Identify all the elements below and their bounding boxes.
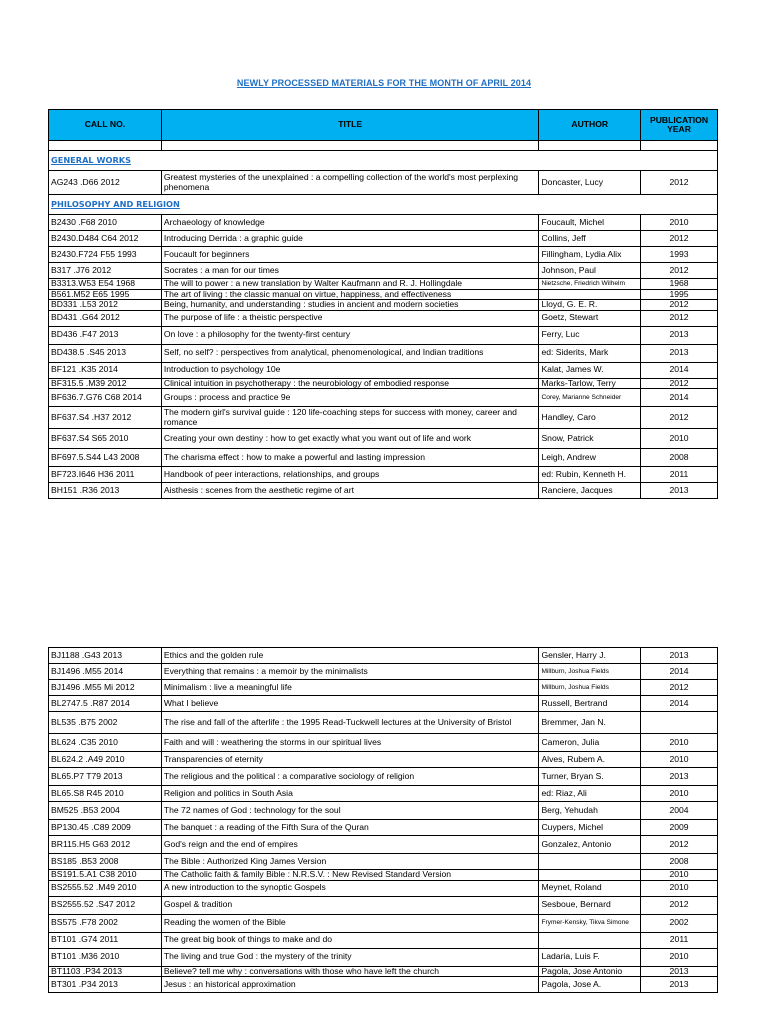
title-cell: A new introduction to the synoptic Gospels [161,880,539,896]
year-cell: 2012 [641,231,718,247]
year-cell: 2010 [641,429,718,449]
author-cell: Cameron, Julia [539,734,641,752]
call-number-cell: BS2555.52 .S47 2012 [49,896,162,914]
table-row [49,896,718,914]
year-cell: 2010 [641,880,718,896]
author-cell: Russell, Bertrand [539,696,641,712]
call-number-cell: BT101 .M36 2010 [49,948,162,966]
table-row [49,914,718,932]
author-cell: Handley, Caro [539,407,641,429]
year-cell: 2010 [641,870,718,881]
table-row [49,344,718,362]
header-publication-year: PUBLICATION YEAR [641,110,718,141]
empty-cell [49,141,162,151]
year-cell: 2012 [641,680,718,696]
year-cell: 2012 [641,171,718,195]
table-row [49,407,718,429]
year-cell: 2008 [641,854,718,870]
title-cell: Everything that remains : a memoir by the minimalists [161,664,539,680]
title-cell: What I believe [161,696,539,712]
year-cell: 2014 [641,664,718,680]
call-number-cell: BM525 .B53 2004 [49,802,162,820]
call-number-cell: BF636.7.G76 C68 2014 [49,389,162,407]
header-call-no: CALL NO. [49,110,162,141]
table-row [49,802,718,820]
year-cell: 2012 [641,407,718,429]
table-row [49,449,718,467]
title-cell: Archaeology of knowledge [161,215,539,231]
title-cell: The rise and fall of the afterlife : the 1995 Read-Tuckwell lectures at the University of Bristol [161,712,539,734]
year-cell: 2013 [641,648,718,664]
author-cell: Johnson, Paul [539,263,641,279]
title-cell: Aisthesis : scenes from the aesthetic regime of art [161,483,539,499]
call-number-cell: BL65.P7 T79 2013 [49,768,162,786]
author-cell: Gonzalez, Antonio [539,836,641,854]
year-cell: 2014 [641,696,718,712]
title-cell: The Catholic faith & family Bible : N.R.S.V. : New Revised Standard Version [161,870,539,881]
table-row [49,870,718,881]
table-row [49,362,718,378]
title-cell: Handbook of peer interactions, relationships, and groups [161,467,539,483]
call-number-cell: BL624.2 .A49 2010 [49,752,162,768]
title-cell: Minimalism : live a meaningful life [161,680,539,696]
table-row [49,389,718,407]
table-row [49,310,718,326]
header-row [49,110,718,141]
table-row [49,680,718,696]
year-cell [641,712,718,734]
call-number-cell: B2430.F724 F55 1993 [49,247,162,263]
call-number-cell: BD331 .L53 2012 [49,300,162,311]
author-cell: Ladaria, Luis F. [539,948,641,966]
author-cell: Pagola, Jose A. [539,977,641,993]
call-number-cell: BJ1496 .M55 2014 [49,664,162,680]
call-number-cell: BS191.5.A1 C38 2010 [49,870,162,881]
title-cell: The living and true God : the mystery of the trinity [161,948,539,966]
page-title: NEWLY PROCESSED MATERIALS FOR THE MONTH OF APRIL 2014 [236,78,532,88]
table-row [49,279,718,290]
title-cell: Gospel & tradition [161,896,539,914]
call-number-cell: BS185 .B53 2008 [49,854,162,870]
table-row [49,880,718,896]
author-cell: Bremmer, Jan N. [539,712,641,734]
author-cell: Corey, Marianne Schneider [539,389,641,407]
title-cell: On love : a philosophy for the twenty-first century [161,326,539,344]
year-cell: 2014 [641,389,718,407]
call-number-cell: B561.M52 E65 1995 [49,289,162,300]
year-cell: 2010 [641,752,718,768]
call-number-cell: BS575 .F78 2002 [49,914,162,932]
spacer-row [49,141,718,151]
call-number-cell: BJ1496 .M55 Mi 2012 [49,680,162,696]
author-cell: ed: Riaz, Ali [539,786,641,802]
title-cell: Groups : process and practice 9e [161,389,539,407]
call-number-cell: BF315.5 .M39 2012 [49,378,162,389]
title-cell: Believe? tell me why : conversations with those who have left the church [161,966,539,977]
title-cell: Ethics and the golden rule [161,648,539,664]
call-number-cell: BD431 .G64 2012 [49,310,162,326]
title-cell: The art of living : the classic manual on virtue, happiness, and effectiveness [161,289,539,300]
table-row [49,483,718,499]
author-cell: Ferry, Luc [539,326,641,344]
year-cell: 1993 [641,247,718,263]
title-cell: Jesus : an historical approximation [161,977,539,993]
year-cell: 2010 [641,215,718,231]
title-cell: The Bible : Authorized King James Version [161,854,539,870]
table-row [49,215,718,231]
author-cell [539,289,641,300]
call-number-cell: BL65.S8 R45 2010 [49,786,162,802]
table-body-continued [49,648,718,993]
table-row [49,854,718,870]
author-cell: Alves, Rubem A. [539,752,641,768]
author-cell: Collins, Jeff [539,231,641,247]
title-cell: Reading the women of the Bible [161,914,539,932]
table-row [49,247,718,263]
title-cell: God's reign and the end of empires [161,836,539,854]
header-author: AUTHOR [539,110,641,141]
table-row [49,289,718,300]
title-cell: Transparencies of eternity [161,752,539,768]
year-cell: 2010 [641,948,718,966]
year-cell: 2010 [641,786,718,802]
table-row [49,300,718,311]
author-cell: Lloyd, G. E. R. [539,300,641,311]
year-cell: 2013 [641,326,718,344]
year-cell: 2012 [641,836,718,854]
author-cell: Snow, Patrick [539,429,641,449]
title-cell: Clinical intuition in psychotherapy : the neurobiology of embodied response [161,378,539,389]
table-row [49,648,718,664]
title-cell: Self, no self? : perspectives from analytical, phenomenological, and Indian traditions [161,344,539,362]
year-cell: 2014 [641,362,718,378]
author-cell: ed: Rubin, Kenneth H. [539,467,641,483]
title-cell: Being, humanity, and understanding : studies in ancient and modern societies [161,300,539,311]
empty-cell [539,141,641,151]
table-row [49,378,718,389]
author-cell: Berg, Yehudah [539,802,641,820]
title-cell: The charisma effect : how to make a powerful and lasting impression [161,449,539,467]
year-cell: 2011 [641,467,718,483]
year-cell: 2013 [641,977,718,993]
call-number-cell: BT1103 .P34 2013 [49,966,162,977]
call-number-cell: BF637.S4 .H37 2012 [49,407,162,429]
year-cell: 2013 [641,344,718,362]
call-number-cell: BR115.H5 G63 2012 [49,836,162,854]
title-cell: Creating your own destiny : how to get exactly what you want out of life and work [161,429,539,449]
call-number-cell: B3313.W53 E54 1968 [49,279,162,290]
table-row [49,231,718,247]
year-cell: 2011 [641,932,718,948]
call-number-cell: B317 .J76 2012 [49,263,162,279]
table-row [49,820,718,836]
call-number-cell: BF121 .K35 2014 [49,362,162,378]
call-number-cell: BF697.5.S44 L43 2008 [49,449,162,467]
author-cell: Goetz, Stewart [539,310,641,326]
table-row [49,429,718,449]
year-cell: 2012 [641,263,718,279]
header-title: TITLE [161,110,539,141]
call-number-cell: BL624 .C35 2010 [49,734,162,752]
table-row [49,786,718,802]
author-cell [539,870,641,881]
section-row [49,151,718,171]
title-cell: Foucault for beginners [161,247,539,263]
author-cell: Millburn, Joshua Fields [539,680,641,696]
title-cell: The 72 names of God : technology for the soul [161,802,539,820]
year-cell: 2009 [641,820,718,836]
year-cell: 2012 [641,310,718,326]
call-number-cell: B2430.D484 C64 2012 [49,231,162,247]
author-cell [539,932,641,948]
empty-cell [641,141,718,151]
section-philosophy-religion: PHILOSOPHY AND RELIGION [49,195,718,215]
call-number-cell: BF637.S4 S65 2010 [49,429,162,449]
table-row [49,263,718,279]
author-cell: Sesboue, Bernard [539,896,641,914]
table-row [49,932,718,948]
call-number-cell: B2430 .F68 2010 [49,215,162,231]
title-cell: The purpose of life : a theistic perspective [161,310,539,326]
call-number-cell: BH151 .R36 2013 [49,483,162,499]
table-row [49,768,718,786]
year-cell: 1968 [641,279,718,290]
table-row [49,326,718,344]
table-row [49,696,718,712]
call-number-cell: BP130.45 .C89 2009 [49,820,162,836]
author-cell: ed: Siderits, Mark [539,344,641,362]
author-cell [539,854,641,870]
year-cell: 2013 [641,966,718,977]
title-cell: Greatest mysteries of the unexplained : a compelling collection of the world's most perplexing phenomena [161,171,539,195]
table-row [49,467,718,483]
title-cell: The great big book of things to make and do [161,932,539,948]
author-cell: Turner, Bryan S. [539,768,641,786]
title-cell: Faith and will : weathering the storms in our spiritual lives [161,734,539,752]
author-cell: Ranciere, Jacques [539,483,641,499]
table-row [49,836,718,854]
title-cell: The banquet : a reading of the Fifth Sura of the Quran [161,820,539,836]
title-cell: Introduction to psychology 10e [161,362,539,378]
table-row [49,734,718,752]
call-number-cell: BT101 .G74 2011 [49,932,162,948]
call-number-cell: BJ1188 .G43 2013 [49,648,162,664]
title-cell: Religion and politics in South Asia [161,786,539,802]
section-row [49,195,718,215]
year-cell: 2008 [641,449,718,467]
year-cell: 2012 [641,300,718,311]
year-cell: 2012 [641,896,718,914]
table-row [49,948,718,966]
author-cell: Foucault, Michel [539,215,641,231]
call-number-cell: BL2747.5 .R87 2014 [49,696,162,712]
materials-table [48,109,718,499]
title-cell: The religious and the political : a comparative sociology of religion [161,768,539,786]
call-number-cell: BS2555.52 .M49 2010 [49,880,162,896]
year-cell: 2002 [641,914,718,932]
table-row [49,171,718,195]
table-body [49,141,718,499]
materials-table-continued [48,647,718,993]
empty-cell [161,141,539,151]
title-cell: Socrates : a man for our times [161,263,539,279]
call-number-cell: BT301 .P34 2013 [49,977,162,993]
author-cell: Gensler, Harry J. [539,648,641,664]
table-row [49,752,718,768]
year-cell: 2004 [641,802,718,820]
year-cell: 2013 [641,768,718,786]
author-cell: Frymer-Kensky, Tikva Simone [539,914,641,932]
author-cell: Millburn, Joshua Fields [539,664,641,680]
author-cell: Cuypers, Michel [539,820,641,836]
call-number-cell: BL535 .B75 2002 [49,712,162,734]
title-cell: The modern girl's survival guide : 120 life-coaching steps for success with money, career and romance [161,407,539,429]
year-cell: 2012 [641,378,718,389]
title-cell: The will to power : a new translation by Walter Kaufmann and R. J. Hollingdale [161,279,539,290]
table-row [49,966,718,977]
section-general-works: GENERAL WORKS [49,151,718,171]
author-cell: Kalat, James W. [539,362,641,378]
call-number-cell: BD436 .F47 2013 [49,326,162,344]
author-cell: Doncaster, Lucy [539,171,641,195]
year-cell: 2010 [641,734,718,752]
author-cell: Leigh, Andrew [539,449,641,467]
table-row [49,712,718,734]
call-number-cell: BD438.5 .S45 2013 [49,344,162,362]
author-cell: Marks-Tarlow, Terry [539,378,641,389]
author-cell: Meynet, Roland [539,880,641,896]
author-cell: Fillingham, Lydia Alix [539,247,641,263]
call-number-cell: BF723.I646 H36 2011 [49,467,162,483]
table-row [49,977,718,993]
author-cell: Nietzsche, Friedrich Wilhelm [539,279,641,290]
table-row [49,664,718,680]
year-cell: 2013 [641,483,718,499]
call-number-cell: AG243 .D66 2012 [49,171,162,195]
title-cell: Introducing Derrida : a graphic guide [161,231,539,247]
author-cell: Pagola, Jose Antonio [539,966,641,977]
year-cell: 1995 [641,289,718,300]
